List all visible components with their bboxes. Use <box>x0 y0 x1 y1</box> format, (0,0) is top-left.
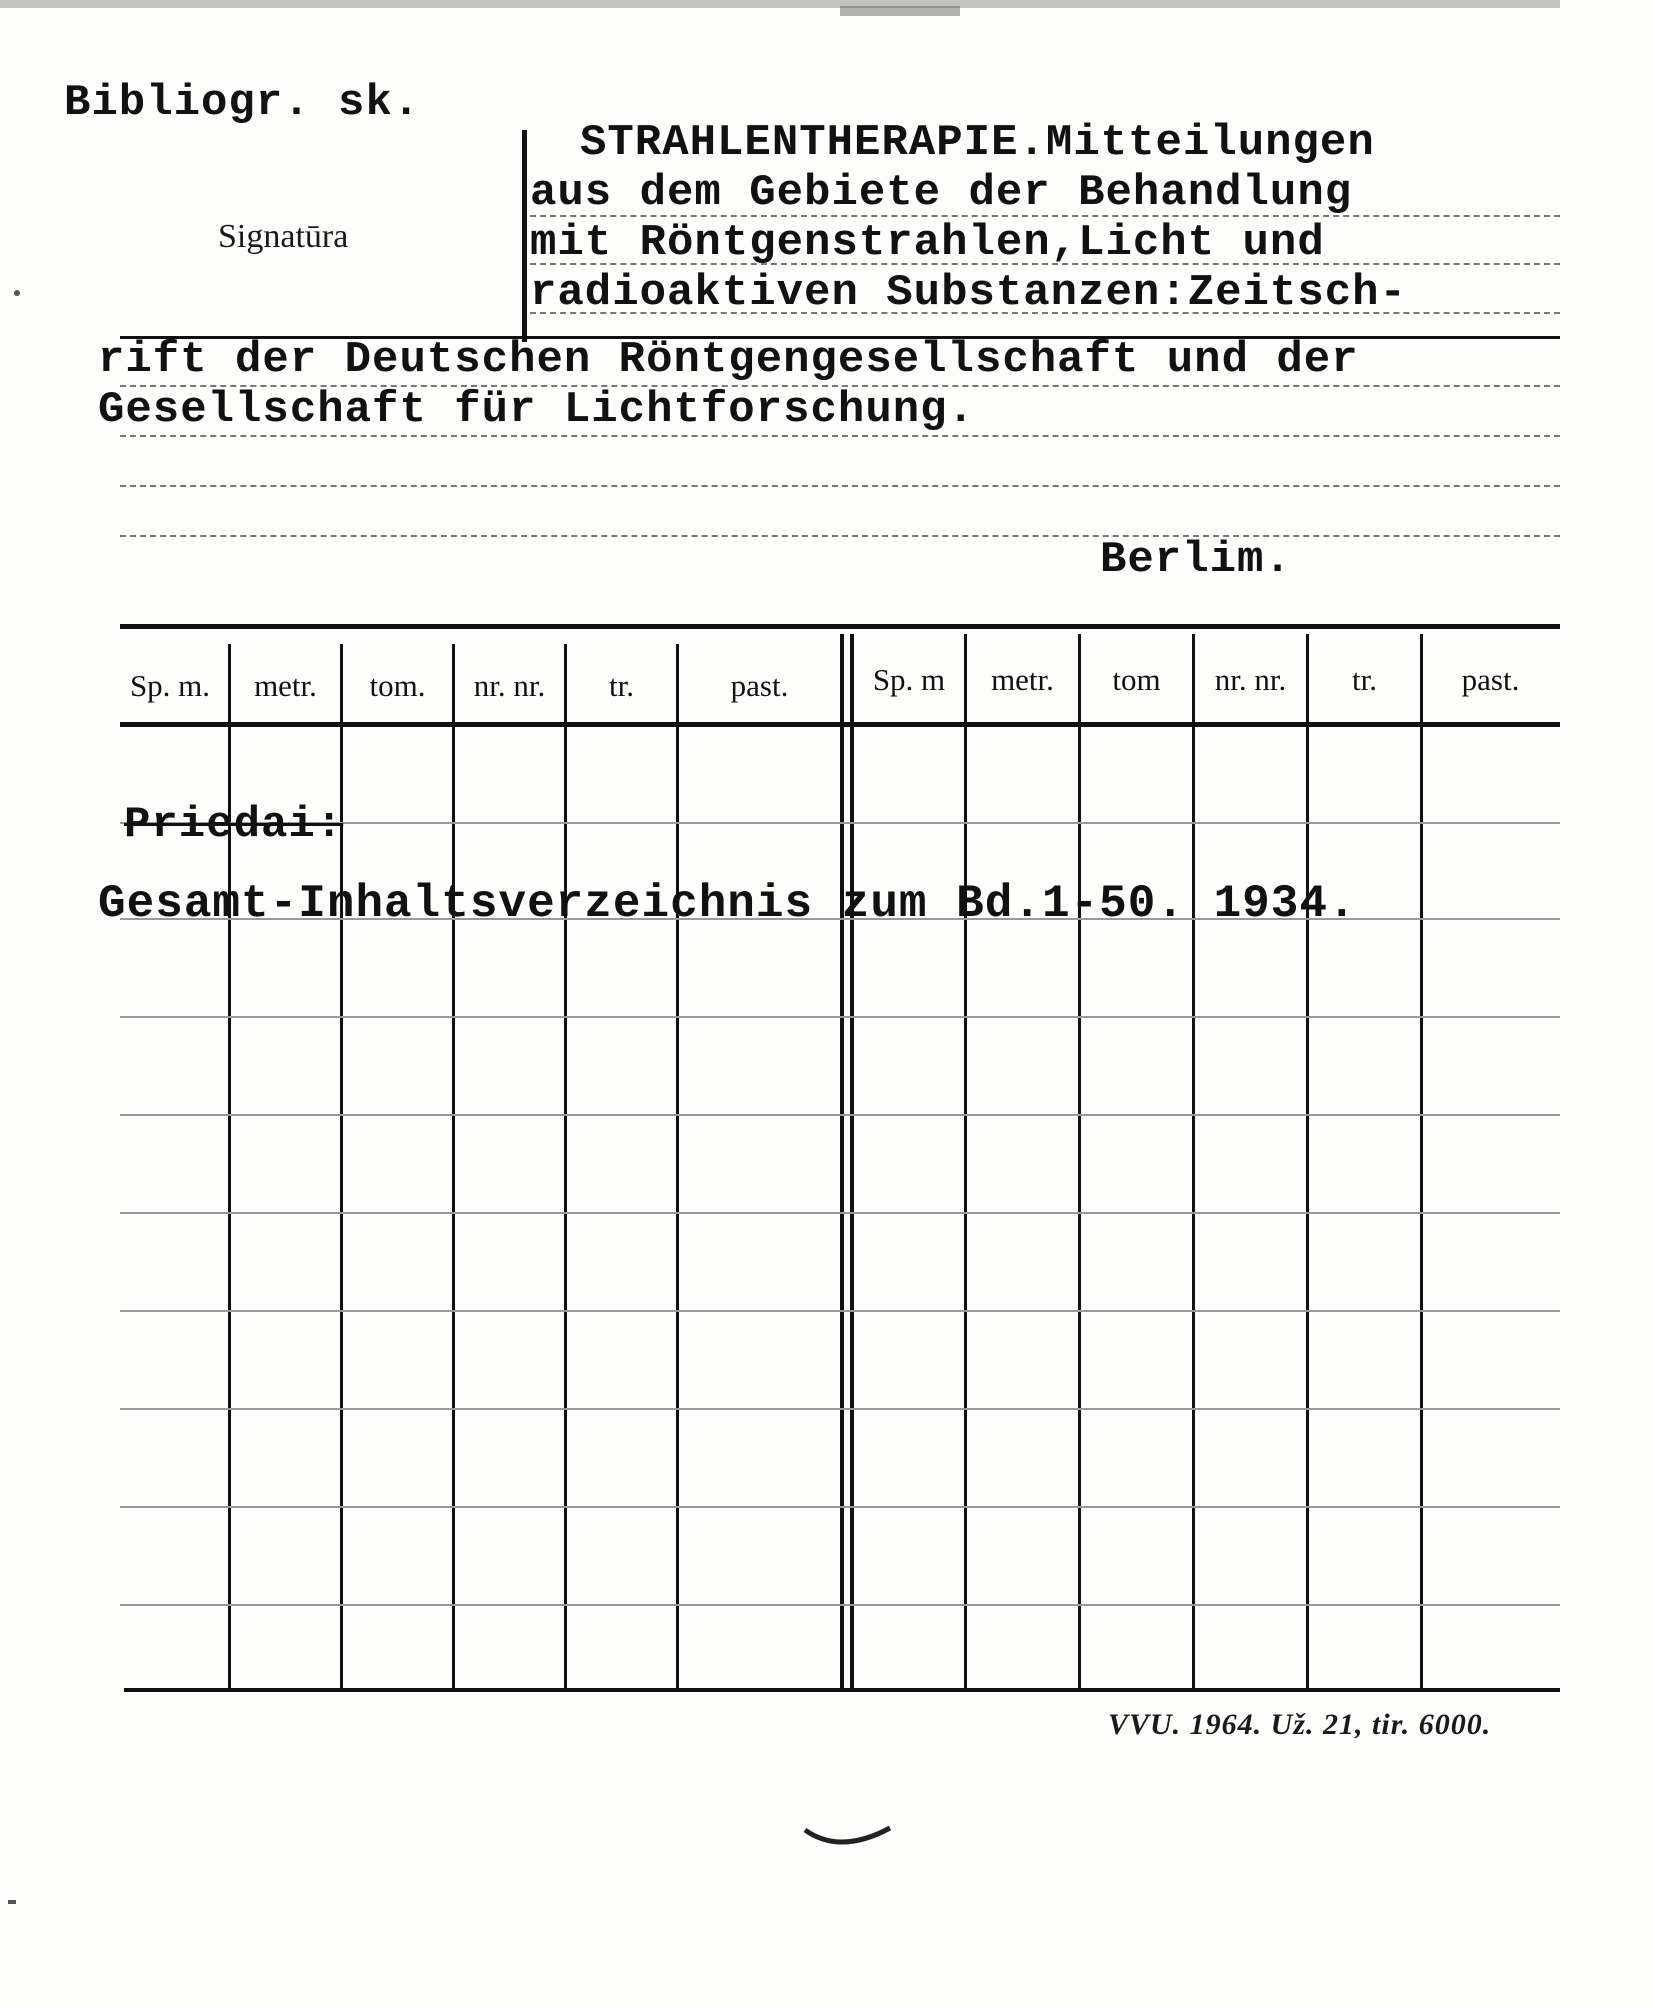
col-header-sp-m-2: Sp. m <box>872 662 946 697</box>
signatura-label: Signatūra <box>218 218 349 255</box>
col-line-8 <box>1078 634 1081 1688</box>
row-rule-3 <box>120 1016 1560 1018</box>
col-line-5 <box>676 644 679 1688</box>
title-divider <box>522 130 527 342</box>
footer-note: VVU. 1964. Už. 21, tir. 6000. <box>1108 1708 1492 1741</box>
title-rule-6 <box>120 435 1560 437</box>
col-header-tr: tr. <box>609 668 634 703</box>
col-line-7 <box>964 634 967 1688</box>
row-rule-8 <box>120 1506 1560 1508</box>
col-center-line-b <box>850 634 854 1688</box>
col-header-nr-2: nr. nr. <box>1214 662 1287 697</box>
table-bottom-rule <box>124 1688 1560 1692</box>
bibliogr-label: Bibliogr. sk. <box>64 78 421 128</box>
col-line-10 <box>1306 634 1309 1688</box>
col-line-4 <box>564 644 567 1688</box>
row-rule-9 <box>120 1604 1560 1606</box>
title-line-4: radioaktiven Substanzen:Zeitsch- <box>530 268 1407 318</box>
row-rule-7 <box>120 1408 1560 1410</box>
col-header-tom-2: tom <box>1112 662 1161 697</box>
title-rule-8 <box>120 535 1560 537</box>
scan-noise-top-2 <box>840 6 960 16</box>
row-rule-6 <box>120 1310 1560 1312</box>
col-header-past: past. <box>730 668 789 703</box>
scan-dot-left <box>14 290 20 296</box>
title-line-2: aus dem Gebiete der Behandlung <box>530 168 1353 218</box>
scan-mark-bottom <box>800 1820 900 1860</box>
col-line-11 <box>1420 634 1423 1688</box>
title-continuation-1: rift der Deutschen Röntgengesellschaft und der <box>98 335 1359 385</box>
priedai-label: Priedai: <box>124 800 344 850</box>
title-continuation-2: Gesellschaft für Lichtforschung. <box>98 385 975 435</box>
col-line-9 <box>1192 634 1195 1688</box>
col-header-nr: nr. nr. <box>473 668 546 703</box>
row-rule-4 <box>120 1114 1560 1116</box>
place-of-publication: Berlim. <box>1100 535 1292 585</box>
col-header-past-2: past. <box>1461 662 1520 697</box>
scan-dot-left-2 <box>8 1900 16 1904</box>
col-header-metr: metr. <box>254 668 317 703</box>
title-line-1: STRAHLENTHERAPIE.Mitteilungen <box>580 118 1375 168</box>
table-top-rule <box>120 624 1560 629</box>
col-header-tom: tom. <box>369 668 426 703</box>
col-header-tr-2: tr. <box>1352 662 1377 697</box>
col-header-metr-2: metr. <box>991 662 1054 697</box>
title-line-3: mit Röntgenstrahlen,Licht und <box>530 218 1325 268</box>
col-header-sp-m: Sp. m. <box>129 668 211 703</box>
row-rule-5 <box>120 1212 1560 1214</box>
col-center-line-a <box>840 634 844 1688</box>
scan-noise-top <box>0 0 1560 8</box>
entry-line: Gesamt-Inhaltsverzeichnis zum Bd.1-50. 1934. <box>98 878 1357 930</box>
col-line-3 <box>452 644 455 1688</box>
title-rule-7 <box>120 485 1560 487</box>
